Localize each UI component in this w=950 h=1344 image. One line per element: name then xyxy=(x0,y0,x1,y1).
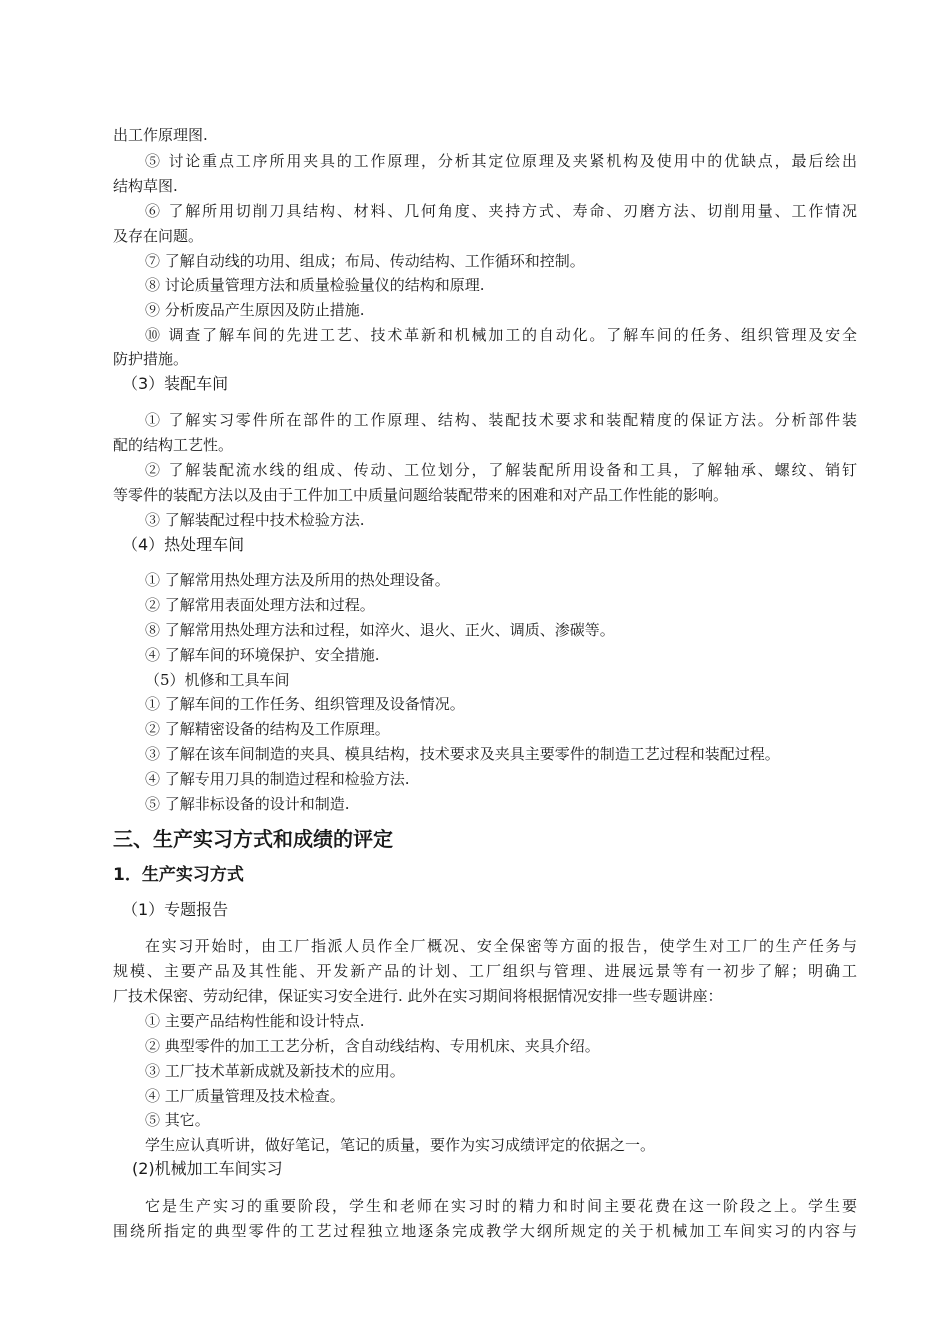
list-item: ⑤ 了解非标设备的设计和制造. xyxy=(145,795,350,813)
text-line: 出工作原理图. xyxy=(113,126,208,144)
subsection-heading: （3）装配车间 xyxy=(122,374,229,393)
text-line: 等零件的装配方法以及由于工件加工中质量问题给装配带来的困难和对产品工作性能的影响。 xyxy=(113,486,729,504)
list-item: ⑥ 了解所用切削刀具结构、材料、几何角度、夹持方式、寿命、刃磨方法、切削用量、工作情况 xyxy=(145,202,857,220)
text-line: 及存在问题。 xyxy=(113,227,204,245)
list-item: ③ 了解在该车间制造的夹具、模具结构，技术要求及夹具主要零件的制造工艺过程和装配过程。 xyxy=(145,745,780,763)
list-item: ① 主要产品结构性能和设计特点. xyxy=(145,1012,365,1030)
list-item: ③ 了解装配过程中技术检验方法. xyxy=(145,511,365,529)
list-item: ① 了解实习零件所在部件的工作原理、结构、装配技术要求和装配精度的保证方法。分析部件装 xyxy=(145,411,857,429)
subsection-heading: 1．生产实习方式 xyxy=(113,865,244,885)
list-item: ⑦ 了解自动线的功用、组成；布局、传动结构、工作循环和控制。 xyxy=(145,252,585,270)
list-item: ⑩ 调查了解车间的先进工艺、技术革新和机械加工的自动化。了解车间的任务、组织管理及安全 xyxy=(145,326,857,344)
list-item: ④ 工厂质量管理及技术检查。 xyxy=(145,1087,345,1105)
list-item: ② 了解装配流水线的组成、传动、工位划分，了解装配所用设备和工具，了解轴承、螺纹、销钉 xyxy=(145,461,857,479)
section-heading: 三、生产实习方式和成绩的评定 xyxy=(113,827,393,851)
paragraph-line: 规模、主要产品及其性能、开发新产品的计划、工厂组织与管理、进展远景等有一初步了解；明确工 xyxy=(113,962,857,980)
subsection-heading: （1）专题报告 xyxy=(122,900,229,919)
list-item: ② 了解精密设备的结构及工作原理。 xyxy=(145,720,390,738)
list-item: ⑨ 分析废品产生原因及防止措施. xyxy=(145,301,365,319)
paragraph-line: 在实习开始时，由工厂指派人员作全厂概况、安全保密等方面的报告，使学生对工厂的生产任务与 xyxy=(145,937,857,955)
list-item: ② 典型零件的加工工艺分析，含自动线结构、专用机床、夹具介绍。 xyxy=(145,1037,600,1055)
list-item: ④ 了解车间的环境保护、安全措施. xyxy=(145,646,380,664)
paragraph-line: 围绕所指定的典型零件的工艺过程独立地逐条完成教学大纲所规定的关于机械加工车间实习的内容与 xyxy=(113,1222,857,1240)
list-item: ⑧ 了解常用热处理方法和过程，如淬火、退火、正火、调质、渗碳等。 xyxy=(145,621,615,639)
subsection-heading: （4）热处理车间 xyxy=(122,535,245,554)
list-item: ⑤ 讨论重点工序所用夹具的工作原理，分析其定位原理及夹紧机构及使用中的优缺点，最后绘出 xyxy=(145,152,857,170)
text-line: 配的结构工艺性。 xyxy=(113,436,234,454)
paragraph-line: 它是生产实习的重要阶段，学生和老师在实习时的精力和时间主要花费在这一阶段之上。学生要 xyxy=(145,1197,857,1215)
list-item: ③ 工厂技术革新成就及新技术的应用。 xyxy=(145,1062,405,1080)
text-line: 结构草图. xyxy=(113,177,178,195)
list-item: ① 了解车间的工作任务、组织管理及设备情况。 xyxy=(145,695,465,713)
paragraph-line: 厂技术保密、劳动纪律，保证实习安全进行. 此外在实习期间将根据情况安排一些专题讲座： xyxy=(113,987,723,1005)
list-item: ⑤ 其它。 xyxy=(145,1111,210,1129)
list-item: ② 了解常用表面处理方法和过程。 xyxy=(145,596,375,614)
paragraph-line: 学生应认真听讲，做好笔记，笔记的质量，要作为实习成绩评定的依据之一。 xyxy=(145,1136,656,1154)
text-line: 防护措施。 xyxy=(113,350,189,368)
subsection-heading: (2)机械加工车间实习 xyxy=(132,1159,283,1178)
list-item: ④ 了解专用刀具的制造过程和检验方法. xyxy=(145,770,410,788)
list-item: ① 了解常用热处理方法及所用的热处理设备。 xyxy=(145,571,450,589)
list-item: ⑧ 讨论质量管理方法和质量检验量仪的结构和原理. xyxy=(145,276,485,294)
subsection-heading: （5）机修和工具车间 xyxy=(145,671,290,689)
